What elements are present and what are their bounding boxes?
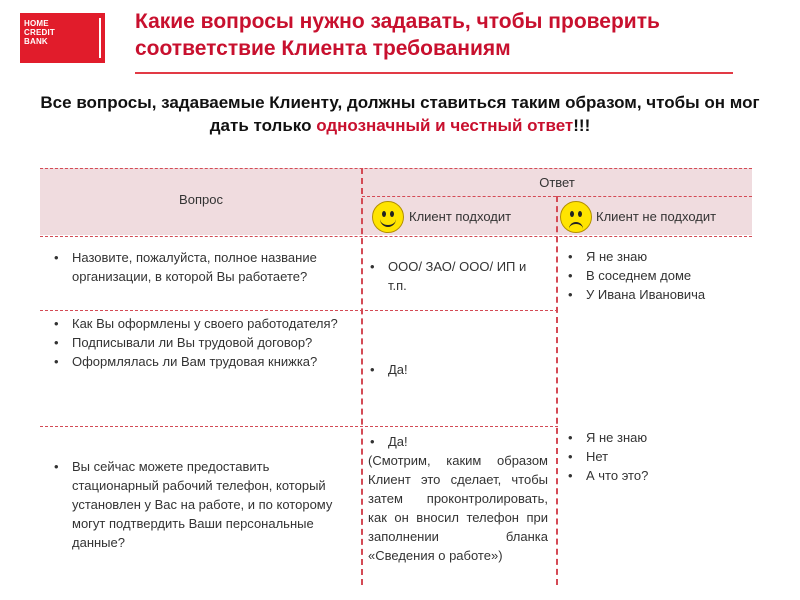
list-item: • Подписывали ли Вы трудовой договор?: [52, 333, 352, 352]
row1-nofit-answers: [566, 247, 752, 304]
list-item-note: (Смотрим, каким образом Клиент это сделает, чтобы затем проконтролировать, как он вносил телефон при заполнении бланка «Сведения о работе»): [368, 453, 548, 563]
header-question: Вопрос: [179, 192, 223, 207]
list-item: • А что это?: [566, 466, 752, 485]
list-item: • Как Вы оформлены у своего работодателя?: [52, 314, 352, 333]
list-item: • ООО/ ЗАО/ ООО/ ИП и т.п.: [368, 257, 548, 295]
list-item: • Вы сейчас можете предоставить стационарный рабочий телефон, который установлен у Вас на работе, и по которому могут подтвердить Ваши персональные данные?: [52, 457, 352, 552]
row3-fit-answers: [368, 432, 548, 565]
row2-fit-answers: [368, 360, 548, 379]
slide-subtitle: [30, 91, 770, 137]
row1-fit-answers: [368, 257, 548, 295]
row1-questions: [52, 248, 352, 286]
subtitle-highlight: однозначный и честный ответ: [316, 116, 574, 135]
table-header-border: [40, 236, 752, 237]
smiley-happy-icon: [372, 201, 404, 233]
list-item: • В соседнем доме: [566, 266, 752, 285]
title-divider: [135, 72, 733, 74]
table-top-border: [40, 168, 752, 169]
row2-questions: [52, 314, 352, 371]
logo-line: CREDIT: [24, 28, 55, 37]
column-divider: [361, 168, 363, 585]
list-item: • Оформлялась ли Вам трудовая книжка?: [52, 352, 352, 371]
logo-bar: [99, 18, 101, 58]
list-item: • Назовите, пожалуйста, полное название организации, в которой Вы работаете?: [52, 248, 352, 286]
logo-line: HOME: [24, 19, 49, 28]
logo-line: BANK: [24, 37, 48, 46]
list-item: • У Ивана Ивановича: [566, 285, 752, 304]
slide-title: Какие вопросы нужно задавать, чтобы проверить соответствие Клиента требованиям: [135, 10, 660, 60]
list-item: • Я не знаю: [566, 428, 752, 447]
header-client-not-fits: Клиент не подходит: [596, 209, 717, 224]
list-item: • Нет: [566, 447, 752, 466]
row-divider: [40, 426, 558, 427]
row-divider: [40, 310, 558, 311]
column-divider: [556, 196, 558, 585]
subtitle-text: Все вопросы, задаваемые Клиенту, должны ставиться таким образом, чтобы он мог дать только: [40, 93, 760, 135]
header-client-fits: Клиент подходит: [409, 209, 512, 224]
list-item: • Да!: [368, 360, 548, 379]
subtitle-exclamation: !!!: [573, 116, 591, 135]
row3-nofit-answers: [566, 428, 752, 485]
row3-questions: [52, 457, 352, 552]
list-item: • Да!: [368, 432, 548, 451]
list-item: • Я не знаю: [566, 247, 752, 266]
header-answer: Ответ: [539, 175, 575, 190]
smiley-sad-icon: [560, 201, 592, 233]
home-credit-logo: [20, 13, 105, 63]
